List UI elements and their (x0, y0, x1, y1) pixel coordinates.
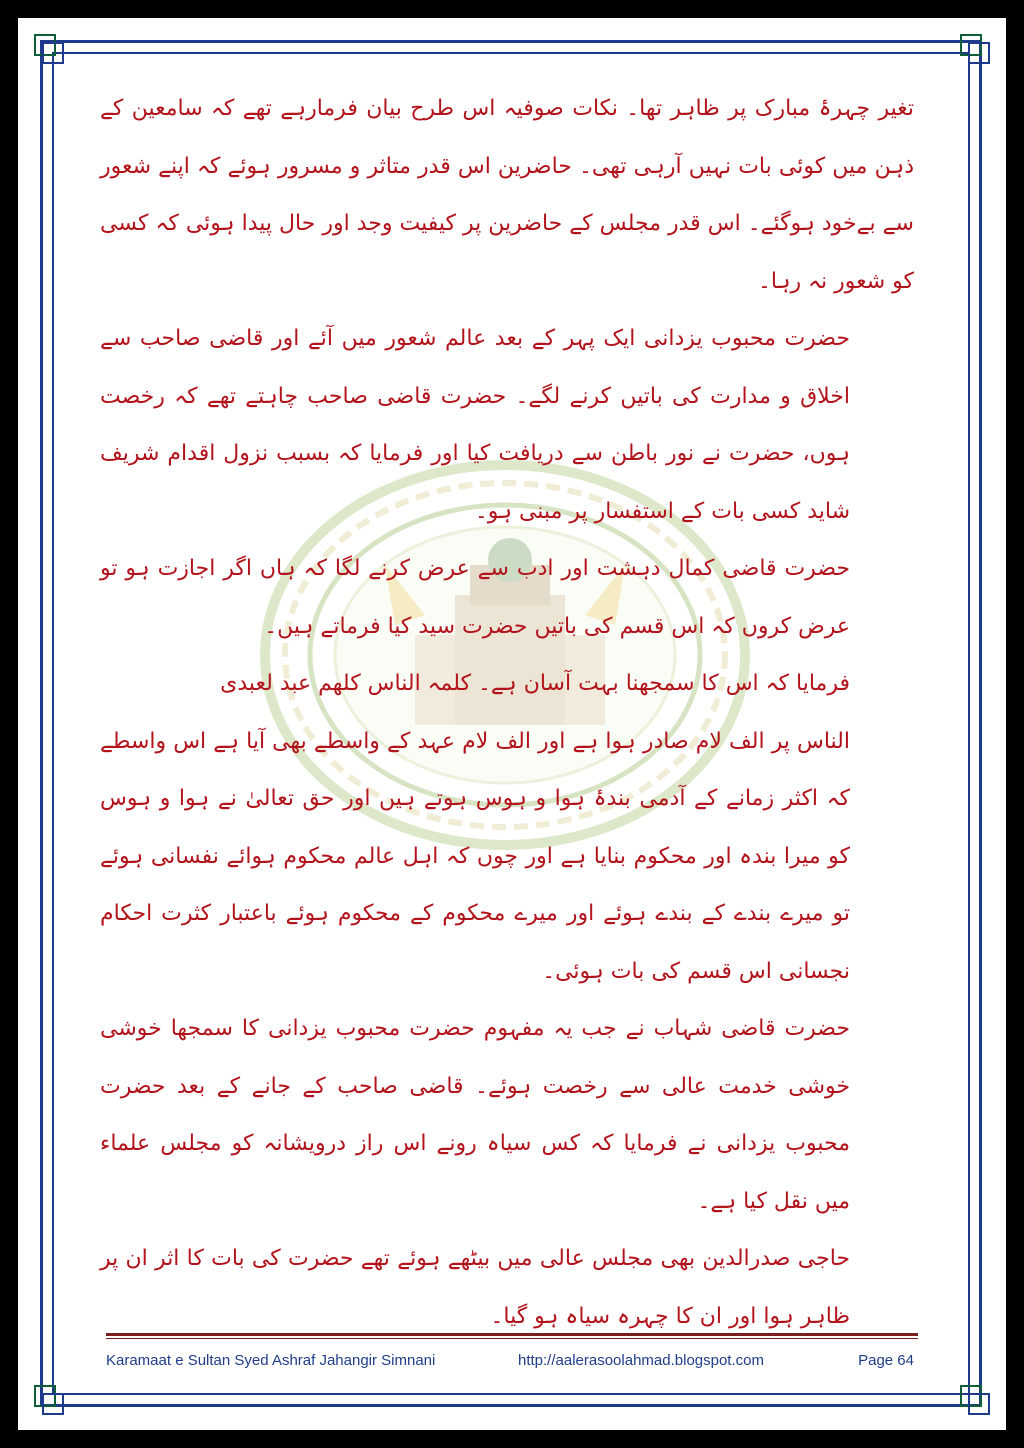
footer-rule-thin (106, 1338, 918, 1339)
corner-ornament-bottom-right (960, 1385, 990, 1415)
corner-ornament-top-left (34, 34, 64, 64)
corner-ornament-bottom-left (34, 1385, 64, 1415)
paragraph-3: حضرت قاضی کمال دہشت اور ادب سے عرض کرنے لگا کہ ہاں اگر اجازت ہو تو عرض کروں کہ اس قسم کی باتیں حضرت سید کیا فرماتے ہیں۔ (100, 556, 850, 639)
paragraph-7: حاجی صدرالدین بھی مجلس عالی میں بیٹھے ہوئے تھے حضرت کی بات کا اثر ان پر ظاہر ہوا اور ان کا چہرہ سیاہ ہو گیا۔ (100, 1246, 850, 1329)
paragraph-2: حضرت محبوب یزدانی ایک پہر کے بعد عالم شعور میں آئے اور قاضی صاحب سے اخلاق و مدارت کی باتیں کرنے لگے۔ حضرت قاضی صاحب چاہتے تھے کہ رخصت ہوں، حضرت نے نور باطن سے دریافت کیا اور فرمایا کہ بسبب نزول اقدام شریف شاید کسی بات کے استفسار پر مبنی ہو۔ (100, 326, 850, 524)
paragraph-4: فرمایا کہ اس کا سمجھنا بہت آسان ہے۔ کلمہ الناس کلھم عبد لعبدی (220, 671, 850, 696)
footer-rule (106, 1333, 918, 1336)
footer-page-number: Page 64 (858, 1352, 914, 1369)
corner-ornament-top-right (960, 34, 990, 64)
paragraph-1: تغیر چہرۂ مبارک پر ظاہر تھا۔ نکات صوفیہ اس طرح بیان فرمارہے تھے کہ سامعین کے ذہن میں کوئی بات نہیں آرہی تھی۔ حاضرین اس قدر متاثر و مسرور ہوئے کہ اپنے شعور سے بےخود ہوگئے۔ اس قدر مجلس کے حاضرین پر کیفیت وجد اور حال پیدا ہوئی کہ کسی کو شعور نہ رہا۔ (100, 96, 914, 294)
paragraph-5: الناس پر الف لام صادر ہوا ہے اور الف لام عہد کے واسطے بھی آیا ہے اس واسطے کہ اکثر زمانے کے آدمی بندۂ ہوا و ہوس ہوتے ہیں اور حق تعالیٰ نے ہوا و ہوس کو میرا بندہ اور محکوم بنایا ہے اور چوں کہ اہل عالم محکوم ہوائے نفسانی ہوئے تو میرے بندے کے بندے ہوئے اور میرے محکوم کے محکوم ہوئے باعتبار کثرت احکام نجسانی اس قسم کی بات ہوئی۔ (100, 728, 850, 984)
article-body (100, 80, 920, 1329)
footer-book-title: Karamaat e Sultan Syed Ashraf Jahangir Simnani (106, 1352, 436, 1369)
page-footer (106, 1352, 918, 1374)
footer-url-link[interactable]: http://aalerasoolahmad.blogspot.com (518, 1352, 764, 1369)
paragraph-6: حضرت قاضی شہاب نے جب یہ مفہوم حضرت محبوب یزدانی کا سمجھا خوشی خوشی خدمت عالی سے رخصت ہوئے۔ قاضی صاحب کے جانے کے بعد حضرت محبوب یزدانی نے فرمایا کہ کس سیاہ رونے اس راز درویشانہ کو مجلس علماء میں نقل کیا ہے۔ (100, 1016, 850, 1214)
